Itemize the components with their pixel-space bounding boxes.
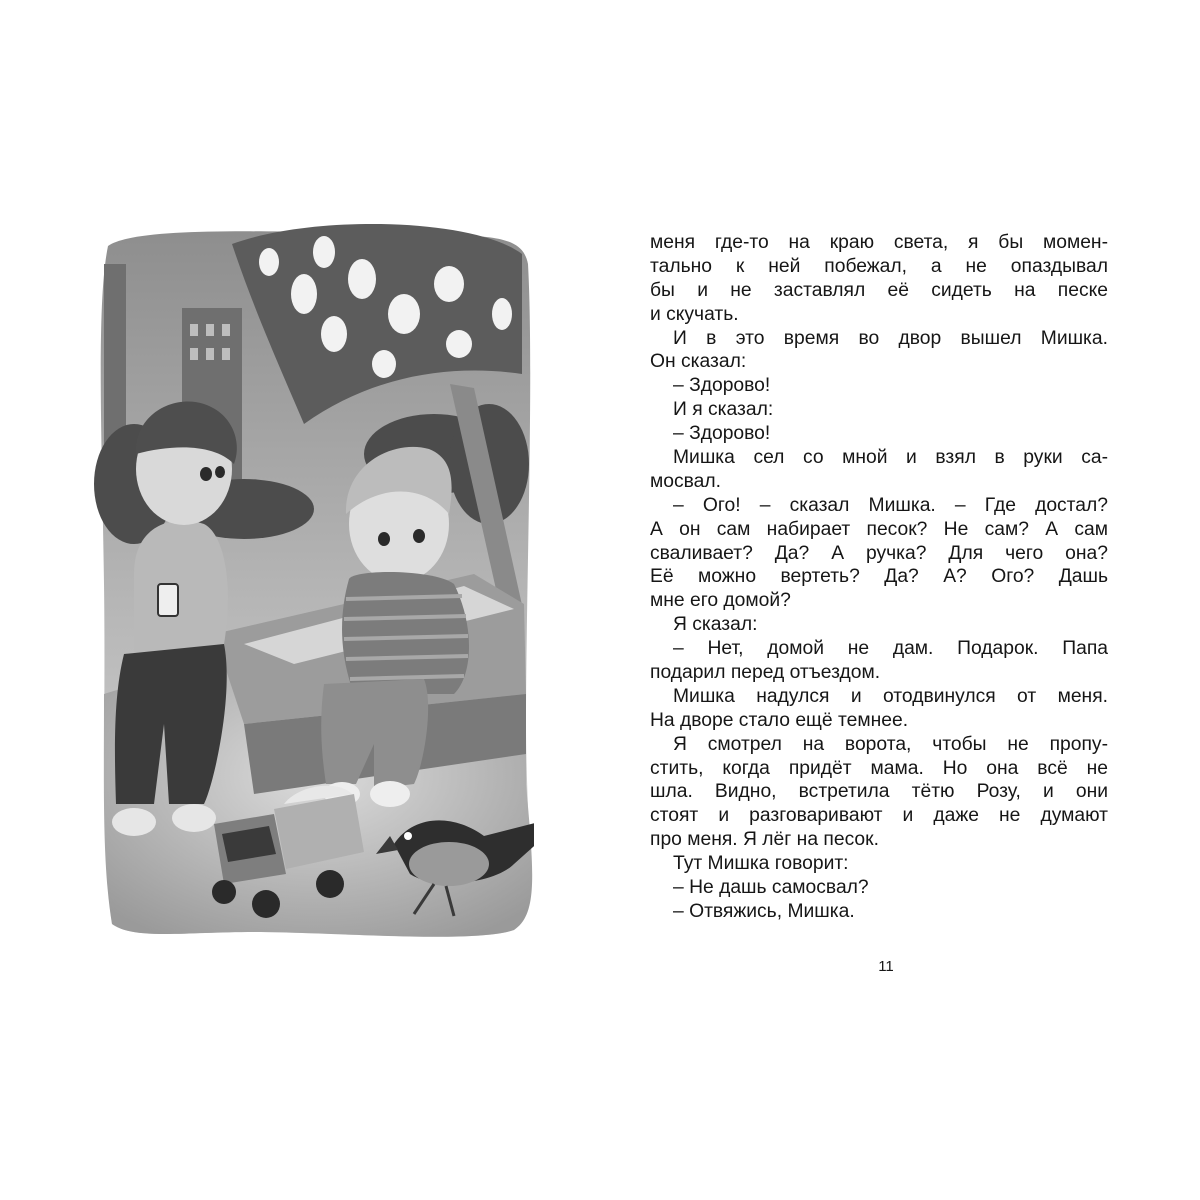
text-line: стоят и разговаривают и даже не думают	[650, 805, 1108, 827]
text-line: – Не дашь самосвал?	[673, 877, 869, 899]
text-line: тально к ней побежал, а не опаздывал	[650, 255, 1108, 277]
text-line: Я сказал:	[673, 614, 758, 636]
page-number: 11	[878, 958, 894, 975]
text-line: И в это время во двор вышел Мишка.	[673, 327, 1108, 349]
text-line: И я сказал:	[673, 399, 774, 421]
text-line: – Ого! – сказал Мишка. – Где достал?	[673, 494, 1108, 516]
text-line: бы и не заставлял её сидеть на песке	[650, 279, 1108, 301]
text-line: Я смотрел на ворота, чтобы не пропу-	[673, 733, 1108, 755]
text-line: Он сказал:	[650, 351, 747, 373]
text-line: – Здорово!	[673, 375, 771, 397]
text-line: мосвал.	[650, 470, 721, 492]
text-line: – Здорово!	[673, 423, 771, 445]
text-line: Мишка сел со мной и взял в руки са-	[673, 447, 1108, 469]
illustration	[94, 224, 534, 950]
text-line: сваливает? Да? А ручка? Для чего она?	[650, 542, 1108, 564]
text-line: Её можно вертеть? Да? А? Ого? Дашь	[650, 566, 1108, 588]
text-line: На дворе стало ещё темнее.	[650, 709, 909, 731]
text-line: стить, когда придёт мама. Но она всё не	[650, 757, 1108, 779]
text-line: подарил перед отъездом.	[650, 662, 881, 684]
text-line: – Нет, домой не дам. Подарок. Папа	[673, 638, 1108, 660]
text-line: про меня. Я лёг на песок.	[650, 829, 879, 851]
text-line: Мишка надулся и отодвинулся от меня.	[673, 685, 1108, 707]
text-line: мне его домой?	[650, 590, 791, 612]
text-line: – Отвяжись, Мишка.	[673, 900, 855, 922]
text-line: меня где-то на краю света, я бы момен-	[650, 232, 1108, 253]
story-text	[650, 231, 1108, 924]
text-line: Тут Мишка говорит:	[673, 853, 849, 875]
text-line: А он сам набирает песок? Не сам? А сам	[650, 518, 1108, 540]
text-line: и скучать.	[650, 303, 739, 325]
text-line: шла. Видно, встретила тётю Розу, и они	[650, 781, 1108, 803]
